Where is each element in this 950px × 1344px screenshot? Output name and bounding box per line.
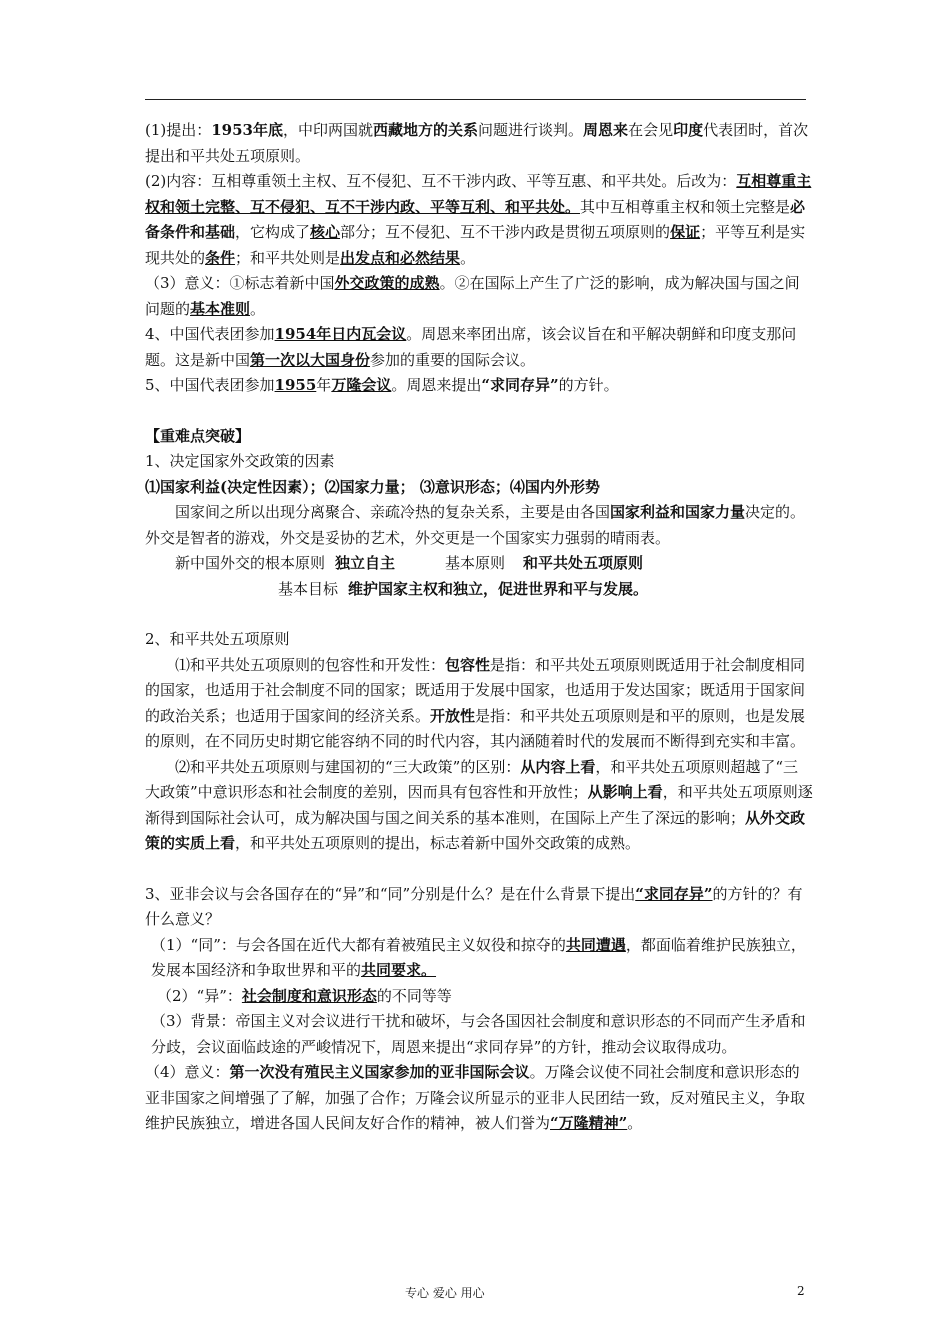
key-term: 社会制度和意识形态 — [241, 986, 377, 1005]
text: ，都面临着维护民族独立，发展本国经济和争取世界和平的 — [151, 935, 806, 979]
key-term: 共同要求。 — [361, 961, 437, 979]
text: ，中印两国就 — [283, 121, 374, 139]
text: ；和平共处则是 — [235, 248, 341, 267]
text: 年 — [316, 376, 332, 394]
key-term: 从内容上看 — [520, 757, 596, 776]
goal-row — [145, 577, 813, 603]
comparison-paragraph — [145, 755, 813, 857]
text: ⑴和平共处五项原则的包容性和开发性： — [175, 655, 446, 674]
label: 基本原则 — [445, 554, 506, 572]
same-paragraph — [145, 933, 813, 984]
text: 其中互相尊重主权和领土完整是 — [580, 197, 791, 216]
text: 。万隆会议使不同社会制度和意识形态的亚非国家之间增强了了解，加强了合作；万隆会议所显示的亚非人民团结一致，反对殖民主义，争取维护民族独立，增进各国人民间友好合作的精神，被人们誉为 — [145, 1063, 806, 1132]
label: 基本目标 — [278, 579, 339, 598]
footer-motto: 专心 爱心 用心 — [405, 1286, 485, 1300]
text: 4、中国代表团参加 — [145, 325, 275, 343]
key-term: 周恩来 — [583, 121, 629, 139]
document-body — [145, 118, 813, 1137]
origin-paragraph — [145, 118, 813, 169]
key-term: 第一次没有殖民主义国家参加的亚非国际会议 — [229, 1063, 530, 1081]
text: ⑵和平共处五项原则与建国初的“三大政策”的区别： — [175, 757, 521, 776]
principle-row — [145, 551, 813, 577]
header-rule — [145, 99, 806, 100]
key-term: “万隆精神” — [550, 1114, 628, 1132]
different-paragraph — [145, 984, 813, 1010]
topic-title: 2、和平共处五项原则 — [145, 630, 290, 648]
key-term: 万隆会议 — [331, 376, 392, 394]
value: 和平共处五项原则 — [523, 554, 644, 572]
text: 。 — [250, 299, 266, 318]
text: 5、中国代表团参加 — [145, 376, 275, 394]
key-term: 共同遭遇 — [565, 935, 626, 954]
interests-paragraph — [145, 500, 813, 551]
key-term: 条件 — [205, 248, 236, 267]
text: ；平等互利是实现共处的 — [145, 223, 806, 267]
topic-title: 1、决定国家外交政策的因素 — [145, 452, 335, 470]
text: 是指：和平共处五项原则既适用于社会制度相同的国家，也适用于社会制度不同的国家；既适用于发展中国家，也适用于发达国家；既适用于国家间的政治关系；也适用于国家间的经济关系。 — [145, 655, 806, 725]
text: 的不同等等 — [376, 986, 452, 1005]
text: (2)内容：互相尊重领土主权、互不侵犯、互不干涉内政、平等互惠、和平共处。后改为： — [145, 172, 737, 190]
key-term: “求同存异” — [635, 884, 713, 903]
key-term: 核心 — [310, 223, 341, 241]
text: （4）意义： — [145, 1063, 230, 1081]
key-term: 必备条件和基础 — [145, 197, 806, 241]
text: ，和平共处五项原则逐渐得到国际社会认可，成为解决国与国之间关系的基本准则，在国际上产生了深远的影响； — [145, 783, 813, 827]
key-term: 西藏地方的关系 — [373, 121, 479, 139]
text: 。周恩来率团出席，该会议旨在和平解决朝鲜和印度支那问题。这是新中国 — [145, 325, 797, 369]
key-term: 保证 — [670, 223, 701, 241]
key-term: 开放性 — [430, 706, 476, 725]
value: 独立自主 — [335, 554, 396, 572]
key-term: 从影响上看 — [587, 783, 663, 801]
bandung-paragraph — [145, 373, 813, 399]
text: 。周恩来提出 — [391, 376, 482, 394]
inclusiveness-paragraph — [145, 653, 813, 755]
text: 的方针的？有什么意义？ — [145, 884, 803, 928]
text: 在会见 — [628, 121, 674, 139]
text: （3）意义：①标志着新中国 — [145, 274, 335, 292]
key-term: 1954年日内瓦会议 — [274, 325, 407, 343]
page-number: 2 — [797, 1284, 805, 1298]
key-term: 出发点和必然结果 — [340, 248, 461, 267]
factors-line: ⑴国家利益(决定性因素）；⑵国家力量； ⑶意识形态；⑷国内外形势 — [145, 477, 600, 496]
label: 新中国外交的根本原则 — [175, 554, 326, 572]
value: 维护国家主权和独立，促进世界和平与发展。 — [348, 579, 649, 598]
text: ，和平共处五项原则超越了“三大政策”中意识形态和社会制度的差别，因而具有包容性和开放性； — [145, 757, 799, 801]
section-heading: 【重难点突破】 — [145, 426, 251, 445]
text: 问题进行谈判。 — [478, 121, 584, 139]
text: 参加的重要的国际会议。 — [370, 350, 536, 369]
key-term: “求同存异” — [481, 376, 559, 394]
geneva-paragraph — [145, 322, 813, 373]
text: 的方针。 — [558, 376, 619, 394]
key-term: 印度 — [673, 121, 704, 139]
key-term: 互相尊重主权和领土完整、互不侵犯、互不干涉内政、平等互利、和平共处。 — [145, 172, 812, 216]
text: （2）“异”： — [157, 986, 242, 1005]
background-paragraph: （3）背景：帝国主义对会议进行干扰和破坏，与会各国因社会制度和意识形态的不同而产生矛盾和分歧，会议面临歧途的严峻情况下，周恩来提出“求同存异”的方针，推动会议取得成功。 — [151, 1012, 806, 1056]
key-term: 从外交政策的实质上看 — [145, 808, 806, 852]
text: (1)提出： — [145, 121, 212, 139]
text: 部分；互不侵犯、互不干涉内政是贯彻五项原则的 — [340, 223, 671, 241]
significance-paragraph — [145, 271, 813, 322]
text: 是指：和平共处五项原则是和平的原则，也是发展的原则，在不同历史时期它能容纳不同的时代内容，其内涵随着时代的发展而不断得到充实和丰富。 — [145, 706, 806, 750]
key-term: 基本准则 — [190, 299, 251, 318]
key-term: 包容性 — [445, 655, 491, 674]
meaning-paragraph — [145, 1060, 813, 1137]
key-term: 1953年底 — [211, 121, 283, 139]
text: 国家间之所以出现分离聚合、亲疏冷热的复杂关系，主要是由各国 — [175, 503, 611, 521]
question-paragraph — [145, 882, 813, 933]
key-term: 第一次以大国身份 — [250, 350, 371, 369]
text: 3、亚非会议与会各国存在的“异”和“同”分别是什么？是在什么背景下提出 — [145, 884, 636, 903]
key-term: 1955 — [274, 376, 317, 394]
key-term: 国家利益和国家力量 — [610, 503, 746, 521]
text: ，和平共处五项原则的提出，标志着新中国外交政策的成熟。 — [235, 834, 641, 852]
key-term: 外交政策的成熟 — [334, 274, 440, 292]
text: 决定的。外交是智者的游戏，外交是妥协的艺术，外交更是一个国家实力强弱的晴雨表。 — [145, 503, 806, 547]
text: 。 — [627, 1114, 643, 1132]
text: 。②在国际上产生了广泛的影响，成为解决国与国之间问题的 — [145, 274, 800, 318]
text: 代表团时，首次提出和平共处五项原则。 — [145, 121, 809, 165]
text: 。 — [460, 248, 476, 267]
text: ，它构成了 — [235, 223, 311, 241]
content-paragraph — [145, 169, 813, 271]
text: （1）“同”：与会各国在近代大都有着被殖民主义奴役和掠夺的 — [151, 935, 566, 954]
